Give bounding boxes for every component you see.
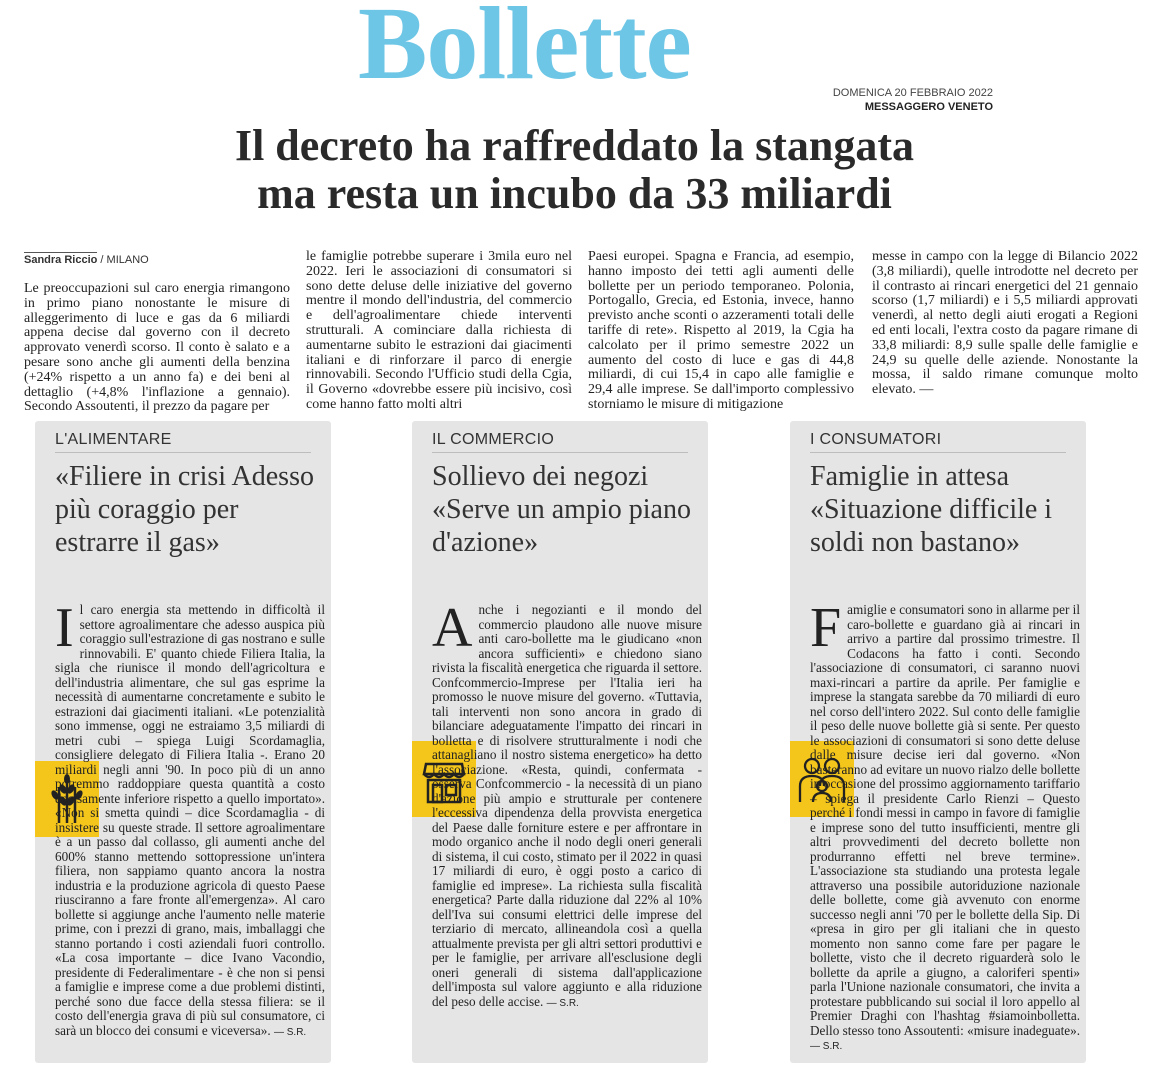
box-signature: — S.R.: [273, 1026, 307, 1038]
box-body-text: amiglie e consumatori sono in allarme per il caro-bollette e guardano già ai rincari in arrivo a partire dal prossimo trimestre. Il Codacons ha fatto i conti. Secondo l'associazione di consumatori, ci saranno nuovi maxi-rincari a partire da aprile. Per famiglie e imprese la stangata sarebbe da 70 miliardi di euro nel corso dell'intero 2022. Sul conto delle famiglie il peso delle nuove bollette già si sente. Per questo le associazioni di consumatori si sono dette deluse dalle misure decise ieri dal governo. «Non basteranno ad evitare un nuovo rialzo delle bollette in occasione del prossimo aggiornamento tariffario – spiega il presidente Carlo Rienzi – Questo perché i fondi messi in campo in favore di famiglie e imprese sono del tutto insufficienti, mentre gli altri provvedimenti del decreto bollette non produrranno effetti nel breve termine». L'associazione sta studiando una protesta legale attraverso una possibile autoriduzione nazionale delle bollette, come già avvenuto con enorme successo negli anni '70 per le bollette della Sip. Di «presa in giro per gli italiani che in questo momento non sanno come fare per pagare le bollette, visto che il decreto riguarderà solo le bollette da aprile a giugno, a caloriferi spenti» parla l'Unione nazionale consumatori, che invita a protestare pubblicando sui social il loro appello al Premier Draghi con l'hashtag #siamoinbolletta. Dello stesso tono Assoutenti: «misure inadeguate».: [810, 603, 1080, 1038]
box-signature: — S.R.: [810, 1041, 843, 1052]
article-column-2: le famiglie potrebbe superare i 3mila euro nel 2022. Ieri le associazioni di consumatori si sono dette deluse delle iniziative del governo mentre il mondo dell'industria, del commercio e dell'agroalimentare chiede interventi strutturali. A cominciare dalla richiesta di aumentarne subito le estrazioni dai giacimenti italiani e di rinforzare il parco di energie rinnovabili. Secondo l'Ufficio studi della Cgia, il Governo «dovrebbe essere più incisivo, così come hanno fatto molti altri: [306, 250, 572, 412]
box-body-text: l caro energia sta mettendo in difficoltà il settore agroalimentare che adesso auspica più coraggio sull'estrazione di gas nostrano e sulle rinnovabili. E' quanto chiede Filiera Italia, la sigla che riunisce il mondo dell'agricoltura e dell'industria alimentare, che sul gas esprime la necessità di aumentarne concretamente e subito le estrazioni dai giacimenti italiani. «Le potenzialità sono immense, oggi ne estraiamo 3,5 miliardi di metri cubi – spiega Luigi Scordamaglia, consigliere delegato di Filiera Italia -. Erano 20 miliardi negli anni '90. In poco più di un anno potremmo raddoppiare questa quantità a costo decisamente inferiore rispetto a quello importato». «Non si smetta quindi – dice Scordamaglia - di insistere su queste strade. Il settore agroalimentare è a un passo dal collasso, gli aumenti anche del 600% stanno mettendo sottopressione un'intera filiera, non sappiamo quanto ancora la nostra industria e la produzione agricola di questo Paese riusciranno a fare fronte all'emergenza». Al caro bollette si aggiunge anche l'aumento nelle materie prime, con i prezzi di grano, mais, imballaggi che stanno portando i costi aziendali fuori controllo. «La cosa importante – dice Ivano Vacondio, presidente di Federalimentare - è che non si pensi a famiglie e imprese come a due problemi distinti, perché sono due facce della stessa filiera: se il costo dell'energia grava di più sul consumatore, ci sarà un blocco dei consumi e viceversa».: [55, 603, 325, 1038]
drop-cap: I: [55, 603, 74, 659]
author-location: MILANO: [106, 254, 149, 266]
article-column-1: Le preoccupazioni sul caro energia rimangono in primo piano nonostante le misure di alleggerimento di luce e gas da 6 miliardi appena decise dal governo con il decreto approvato venerdì scorso. Il conto è salato e a pesare sono anche gli aumenti della benzina (+24% rispetto a un anno fa) e dei beni al dettaglio (+4,8% l'inflazione a gennaio). Secondo Assoutenti, il prezzo da pagare per: [24, 282, 290, 415]
drop-cap: F: [810, 603, 842, 659]
box-title: Famiglie in attesa «Situazione difficile i soldi non bastano»: [810, 461, 1053, 558]
headline: [0, 122, 1149, 218]
dateline: [833, 86, 993, 114]
byline: Sandra Riccio / MILANO: [24, 254, 149, 266]
box-signature: — S.R.: [546, 997, 579, 1009]
box-body-text: nche i negozianti e il mondo del commercio plaudono alle nuove misure anti caro-bollette ma le giudicano «non ancora sufficienti» e chiedono siano rivista la fiscalità energetica che riguarda il settore. Confcommercio-Imprese per l'Italia ieri ha promosso le nuove misure del governo. «Tuttavia, tali interventi non sono ancora in grado di bilanciare adeguatamente l'impatto dei rincari in bolletta e di risolvere strutturalmente i nodi che attanagliano il nostro sistema energetico» ha detto l'associazione. «Resta, quindi, confermata - osserva Confcommercio - la necessità di un piano d'azione più ampio e strutturale per contenere l'eccessiva dipendenza della provvista energetica del Paese dalle forniture estere e per affrontare in modo organico anche il nodo degli oneri generali di sistema, il cui costo, stimato per il 2022 in quasi 17 miliardi di euro, è oggi posto a carico di famiglie ed imprese». La richiesta sulla fiscalità energetica? Parte dalla riduzione dal 22% al 10% dell'Iva sui consumi elettrici delle imprese del terziario di mercato, allineandola così a quella attualmente prevista per gli altri settori produttivi e per le famiglie, per arrivare all'esclusione degli oneri generali di sistema dall'applicazione dell'imposta sul valore aggiunto e alla riduzione del peso delle accise.: [432, 603, 702, 1009]
article-column-4: messe in campo con la legge di Bilancio 2022 (3,8 miliardi), quelle introdotte nel decreto per il contrasto ai rincari energetici del 21 gennaio scorso (1,7 miliardi) e i 5,5 miliardi approvati venerdì, al netto degli aiuti erogati a Regioni ed enti locali, l'extra costo da pagare rimane di 33,8 miliardi: 8,9 sulle spalle delle famiglie e 24,9 su quelle delle aziende. Nonostante la mossa, il saldo rimane comunque molto elevato. —: [872, 250, 1138, 398]
headline-line-2: ma resta un incubo da 33 miliardi: [257, 169, 892, 218]
box-section-label: IL COMMERCIO: [432, 431, 688, 453]
box-title: «Filiere in crisi Adesso più coraggio per estrarre il gas»: [55, 461, 314, 558]
box-section-label: I CONSUMATORI: [810, 431, 1066, 453]
box-title: Sollievo dei negozi «Serve un ampio piano d'azione»: [432, 461, 691, 558]
box-body: [55, 603, 325, 1053]
sidebar-box-alimentare: [35, 421, 331, 1063]
sidebar-box-commercio: [412, 421, 708, 1063]
box-body: [810, 603, 1080, 1053]
newspaper-name: MESSAGGERO VENETO: [864, 101, 993, 113]
drop-cap: A: [432, 603, 473, 659]
box-section-label: L'ALIMENTARE: [55, 431, 311, 453]
section-kicker: Bollette: [358, 0, 691, 101]
publication-date: DOMENICA 20 FEBBRAIO 2022: [832, 87, 993, 99]
sidebar-box-consumatori: [790, 421, 1086, 1063]
headline-line-1: Il decreto ha raffreddato la stangata: [234, 121, 915, 170]
box-body: [432, 603, 702, 1053]
article-column-3: Paesi europei. Spagna e Francia, ad esempio, hanno imposto dei tetti agli aumenti delle bollette per un periodo temporaneo. Polonia, Portogallo, Grecia, ed Estonia, invece, hanno previsto anche sconti o azzeramenti totali delle tariffe di rete». Rispetto al 2019, la Cgia ha calcolato per il primo semestre 2022 un aumento del costo di luce e gas di 44,8 miliardi, di cui 15,4 in capo alle famiglie e 29,4 alle imprese. Se dall'importo complessivo storniamo le misure di mitigazione: [588, 250, 854, 412]
author-name: Sandra Riccio: [24, 254, 98, 266]
